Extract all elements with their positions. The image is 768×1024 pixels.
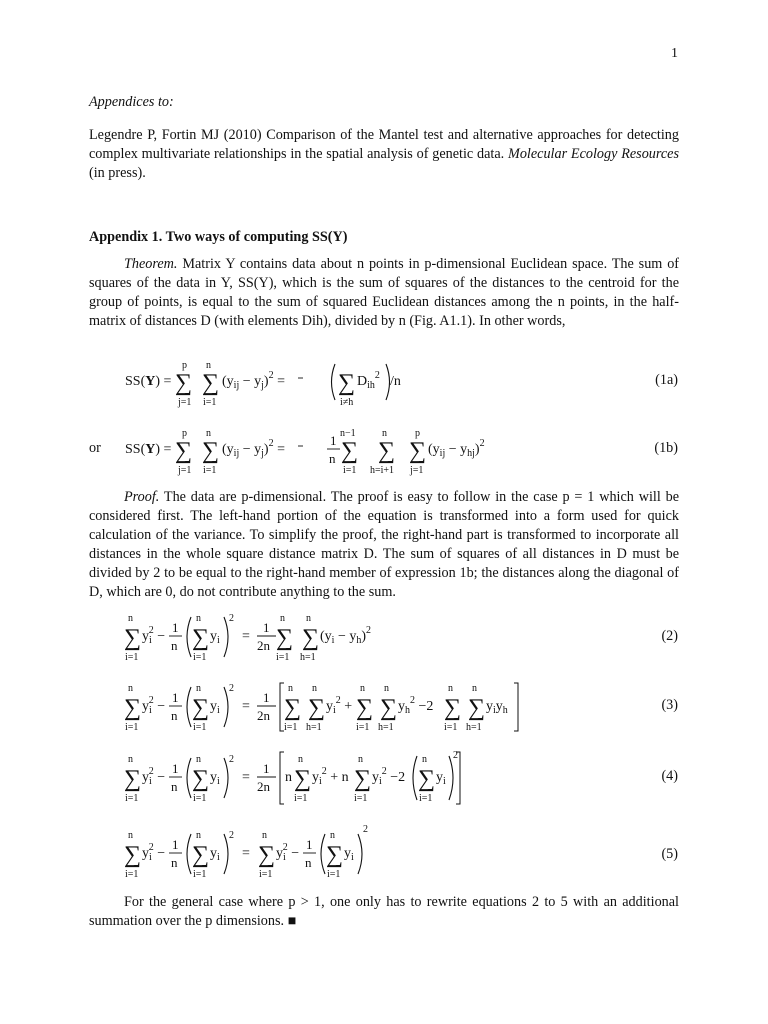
equation-1b-prefix: or — [89, 440, 101, 456]
svg-text:(yi − yh)2: $(y_i - y_h)^2$ — [320, 625, 372, 646]
svg-text:i=1: i=1 — [203, 397, 217, 408]
svg-text:n: n — [206, 428, 211, 439]
svg-text:yh2 −2: $y_h^2 -2$ — [398, 695, 434, 716]
citation — [89, 126, 679, 183]
svg-text:i=1: i=1 — [125, 793, 139, 804]
svg-text:1: 1 — [172, 761, 179, 776]
svg-text:∑: ∑ — [409, 438, 427, 464]
svg-text:∑: ∑ — [284, 695, 302, 721]
proof-text: The data are p-dimensional. The proof is easy to follow in the case p = 1 which will be considered first. The left-hand portion of the equation is transformed into a form used for quick calculation of the variance. To simplify the proof, the right-hand part is transformed to incorporate all distances in the whole square distance matrix D. The sum of squares of all distances in D must be divided by 2 to be equal to the right-hand member of expression 1b; the distances along the diagonal of D, which are 0, do not contribute anything to the sum. — [89, 489, 679, 600]
svg-text:n: n — [196, 613, 201, 624]
svg-text:h=1: h=1 — [300, 652, 316, 663]
svg-text:j=1: j=1 — [410, 465, 424, 476]
svg-text:∑: ∑ — [354, 766, 372, 792]
svg-text:n: n — [280, 613, 285, 624]
svg-text:i=1: i=1 — [203, 465, 217, 476]
svg-text:i=1: i=1 — [354, 793, 368, 804]
svg-text:∑: ∑ — [444, 695, 462, 721]
svg-text:∑: ∑ — [192, 695, 210, 721]
svg-text:yi2 +: $y_i^2$ + — [326, 695, 353, 716]
svg-text:∑: ∑ — [308, 695, 326, 721]
svg-text:n: n — [382, 428, 387, 439]
svg-text:p: p — [182, 428, 187, 439]
svg-text:n: n — [358, 754, 363, 765]
svg-text:n: n — [128, 613, 133, 624]
svg-text:2: 2 — [229, 683, 234, 694]
svg-text:n: n — [384, 683, 389, 694]
svg-text:∑: ∑ — [192, 766, 210, 792]
svg-text:h=1: h=1 — [378, 722, 394, 733]
svg-text:n: n — [171, 638, 178, 653]
svg-text:2: 2 — [229, 830, 234, 841]
svg-text:i=1: i=1 — [193, 652, 207, 663]
svg-text:h=i+1: h=i+1 — [370, 465, 395, 476]
svg-text:1: 1 — [330, 433, 337, 448]
svg-text:∑: ∑ — [124, 695, 142, 721]
svg-text:2: 2 — [453, 750, 458, 761]
svg-text:∑: ∑ — [276, 625, 294, 651]
svg-text:∑: ∑ — [175, 370, 193, 396]
svg-text:p: p — [415, 428, 420, 439]
svg-text:i=1: i=1 — [294, 793, 308, 804]
svg-text:n: n — [262, 830, 267, 841]
svg-text:∑: ∑ — [124, 842, 142, 868]
svg-text:∑: ∑ — [294, 766, 312, 792]
svg-text:n: n — [472, 683, 477, 694]
svg-text:=: = — [242, 699, 250, 714]
svg-text:1: 1 — [263, 761, 270, 776]
svg-text:2n: 2n — [257, 638, 270, 653]
appendices-label: Appendices to: — [89, 94, 174, 110]
svg-text:yiyh: $y_iy_h$ — [486, 699, 508, 716]
svg-text:Dih2: $D_{ih}^2$ — [357, 370, 380, 391]
svg-text:∑: ∑ — [124, 766, 142, 792]
svg-text:yi2 + n: $y_i^2 + n$ — [312, 766, 349, 787]
svg-text:yi2 −2: $y_i^2 -2$ — [372, 766, 406, 787]
equation-4 — [120, 746, 540, 810]
svg-text:2: 2 — [229, 754, 234, 765]
svg-text:(yij − yhj)2: $(y_{ij} - y_{hj})^2$ — [428, 438, 485, 459]
svg-text:1: 1 — [306, 837, 313, 852]
equation-number-3: (3) — [661, 697, 678, 713]
svg-text:i=1: i=1 — [343, 465, 357, 476]
svg-text:n: n — [329, 451, 336, 466]
svg-text:1: 1 — [172, 690, 179, 705]
conclusion-paragraph: For the general case where p > 1, one only has to rewrite equations 2 to 5 with an additional summation over the p dimensions. ■ — [89, 894, 679, 929]
svg-text:∑: ∑ — [356, 695, 374, 721]
svg-text:=: = — [242, 846, 250, 861]
svg-text:∑: ∑ — [175, 438, 193, 464]
svg-text:yi: $y_i$ — [344, 846, 354, 863]
page-number: 1 — [671, 46, 678, 61]
svg-text:n: n — [128, 830, 133, 841]
svg-text:∑: ∑ — [192, 842, 210, 868]
theorem-label: Theorem. — [124, 256, 178, 272]
svg-text:n: n — [171, 779, 178, 794]
svg-text:yi: $y_i$ — [210, 629, 220, 646]
svg-text:i=1: i=1 — [327, 869, 341, 880]
svg-text:i=1: i=1 — [356, 722, 370, 733]
equation-1a — [120, 352, 540, 412]
proof-paragraph — [89, 488, 679, 602]
equation-3 — [120, 675, 540, 739]
svg-text:1: 1 — [172, 620, 179, 635]
svg-text:n: n — [196, 683, 201, 694]
svg-text:n: n — [305, 855, 312, 870]
svg-text:i=1: i=1 — [419, 793, 433, 804]
svg-text:∑: ∑ — [341, 438, 359, 464]
svg-text:i=1: i=1 — [193, 869, 207, 880]
svg-text:n: n — [298, 754, 303, 765]
svg-text:yi: $y_i$ — [210, 770, 220, 787]
svg-text:n−1: n−1 — [340, 428, 356, 439]
svg-text:∑: ∑ — [192, 625, 210, 651]
svg-text:h=1: h=1 — [306, 722, 322, 733]
equation-number-4: (4) — [661, 768, 678, 784]
svg-text:i=1: i=1 — [259, 869, 273, 880]
svg-text:n: n — [128, 683, 133, 694]
svg-text:i≠h: i≠h — [340, 397, 354, 408]
svg-text:∑: ∑ — [202, 438, 220, 464]
svg-text:∑: ∑ — [378, 438, 396, 464]
svg-text:2n: 2n — [257, 779, 270, 794]
svg-text:=: = — [242, 629, 250, 644]
svg-text:i=1: i=1 — [193, 793, 207, 804]
equation-1b — [120, 420, 540, 480]
svg-text:n: n — [422, 754, 427, 765]
svg-text:j=1: j=1 — [178, 397, 192, 408]
svg-text:∑: ∑ — [124, 625, 142, 651]
svg-text:n: n — [171, 708, 178, 723]
svg-text:p: p — [182, 360, 187, 371]
svg-text:∑: ∑ — [338, 370, 356, 396]
svg-text:i=1: i=1 — [444, 722, 458, 733]
svg-text:∑: ∑ — [202, 370, 220, 396]
citation-journal: Molecular Ecology Resources — [508, 146, 679, 162]
proof-label: Proof. — [124, 489, 160, 505]
theorem-text: Matrix Y contains data about n points in p-dimensional Euclidean space. The sum of squares of the data in Y, SS(Y), which is the sum of squares of the distances to the centroid for the group of points, is equal to the sum of squared Euclidean distances among the n points, in the half-matrix of distances D (with elements Dih), divided by n (Fig. A1.1). In other words, — [89, 256, 680, 329]
svg-text:∑: ∑ — [326, 842, 344, 868]
svg-text:=: = — [242, 770, 250, 785]
svg-text:n: n — [288, 683, 293, 694]
svg-text:n: n — [128, 754, 133, 765]
svg-text:i=1: i=1 — [284, 722, 298, 733]
svg-text:1: 1 — [263, 690, 270, 705]
svg-text:n: n — [306, 613, 311, 624]
svg-text:1: 1 — [263, 620, 270, 635]
svg-text:yi2 −: $y_i2$ − — [142, 842, 166, 863]
svg-text:i=1: i=1 — [125, 869, 139, 880]
svg-text:∑: ∑ — [468, 695, 486, 721]
svg-text:∑: ∑ — [380, 695, 398, 721]
svg-text:yi: $y_i$ — [210, 846, 220, 863]
svg-text:i=1: i=1 — [125, 722, 139, 733]
equation-2 — [120, 605, 540, 669]
equation-number-1b: (1b) — [654, 440, 678, 456]
svg-text:∑: ∑ — [302, 625, 320, 651]
svg-text:i=1: i=1 — [125, 652, 139, 663]
svg-text:yi: $y_i$ — [436, 770, 446, 787]
svg-text:n: n — [206, 360, 211, 371]
svg-text:yi2 −: $y_i2$ − — [142, 625, 166, 646]
svg-text:∑: ∑ — [418, 766, 436, 792]
equation-number-5: (5) — [661, 846, 678, 862]
svg-text:2n: 2n — [257, 708, 270, 723]
svg-text:n: n — [196, 830, 201, 841]
appendix-heading: Appendix 1. Two ways of computing SS(Y) — [89, 229, 348, 245]
svg-text:2: 2 — [363, 824, 368, 835]
svg-text:n: n — [360, 683, 365, 694]
svg-text:h=1: h=1 — [466, 722, 482, 733]
svg-text:n: n — [312, 683, 317, 694]
svg-text:n: n — [196, 754, 201, 765]
svg-text:n: n — [330, 830, 335, 841]
svg-text:i=1: i=1 — [276, 652, 290, 663]
svg-text:∑: ∑ — [258, 842, 276, 868]
svg-text:yi: $y_i$ — [210, 699, 220, 716]
svg-text:n: n — [171, 855, 178, 870]
citation-status: (in press). — [89, 165, 146, 181]
citation-text: Legendre P, Fortin MJ (2010) Comparison of the Mantel test and alternative approaches for detecting complex multivariate relationships in the spatial analysis of genetic data. — [89, 127, 679, 162]
svg-text:1: 1 — [172, 837, 179, 852]
svg-text:/n: /n — [390, 374, 401, 389]
svg-text:(yij − yj)2 =: $(y_{ij} - y_j)^2$ = — [222, 438, 285, 459]
svg-text:(yij − yj)2 =: $(y_{ij} - y_j)^2$ = — [222, 370, 285, 391]
equation-number-1a: (1a) — [655, 372, 678, 388]
svg-text:SS(Y) =: SS(Y) = — [125, 374, 172, 389]
svg-text:2: 2 — [229, 613, 234, 624]
svg-text:j=1: j=1 — [178, 465, 192, 476]
svg-text:n: n — [285, 770, 292, 785]
theorem-paragraph — [89, 255, 679, 331]
equation-number-2: (2) — [661, 628, 678, 644]
svg-text:n: n — [448, 683, 453, 694]
svg-text:yi2 −: $y_i2$ − — [142, 695, 166, 716]
svg-text:yi2 −: $y_i2$ − — [142, 766, 166, 787]
svg-text:SS(Y) =: SS(Y) = — [125, 442, 172, 457]
svg-text:yi2 −: $y_i2$ − — [276, 842, 300, 863]
svg-text:i=1: i=1 — [193, 722, 207, 733]
equation-5 — [120, 822, 540, 886]
